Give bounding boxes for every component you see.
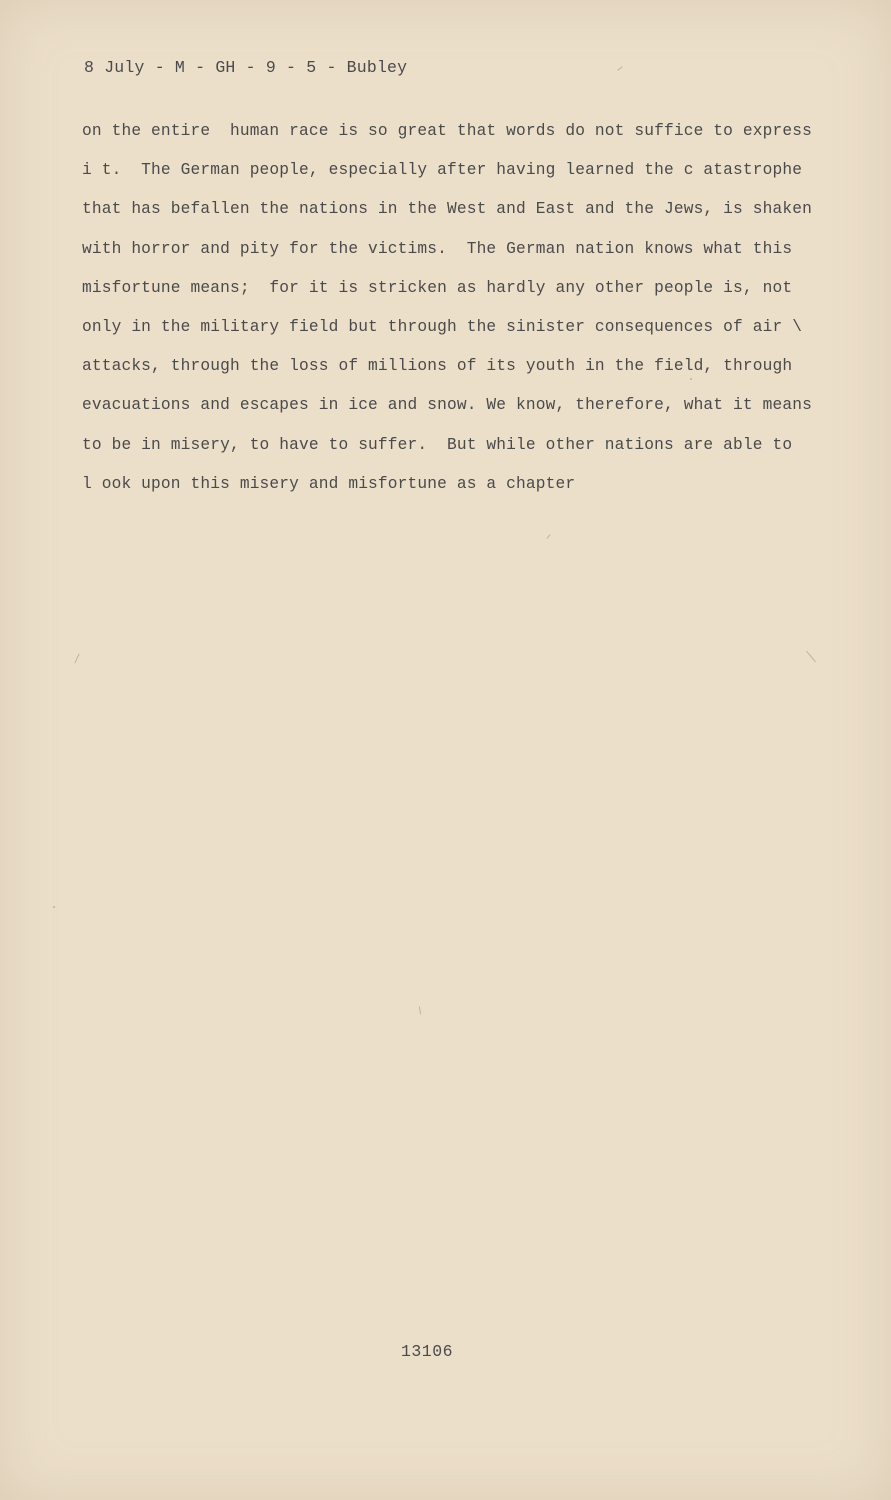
text-line: to be in misery, to have to suffer. But while other nations are able to xyxy=(82,435,793,454)
text-line: on the entire human race is so great that words do not suffice to express xyxy=(82,122,812,140)
text-line: misfortune means; for it is stricken as hardly any other people is, not xyxy=(82,278,793,297)
paper-speck xyxy=(806,651,816,662)
paper-speck xyxy=(53,906,55,908)
text-line: with horror and pity for the victims. The German nation knows what this xyxy=(82,239,793,258)
paper-speck xyxy=(547,534,551,538)
paper-speck xyxy=(690,378,692,380)
paper-speck xyxy=(419,1006,421,1014)
text-line: that has befallen the nations in the West and East and the Jews, is shaken xyxy=(82,200,812,219)
page-header: 8 July - M - GH - 9 - 5 - Bubley xyxy=(84,58,408,77)
text-line: i t. The German people, especially after having learned the c atastrophe xyxy=(82,161,803,180)
text-line: attacks, through the loss of millions of its youth in the field, through xyxy=(82,357,793,376)
page-number: 13106 xyxy=(401,1342,454,1361)
text-line: evacuations and escapes in ice and snow. We know, therefore, what it means xyxy=(82,396,812,415)
text-line: l ook upon this misery and misfortune as a chapter xyxy=(82,474,576,493)
paper-speck xyxy=(617,66,622,71)
body-text xyxy=(82,112,842,504)
text-line: only in the military field but through the sinister consequences of air \ xyxy=(82,317,803,336)
paper-speck xyxy=(74,654,79,663)
